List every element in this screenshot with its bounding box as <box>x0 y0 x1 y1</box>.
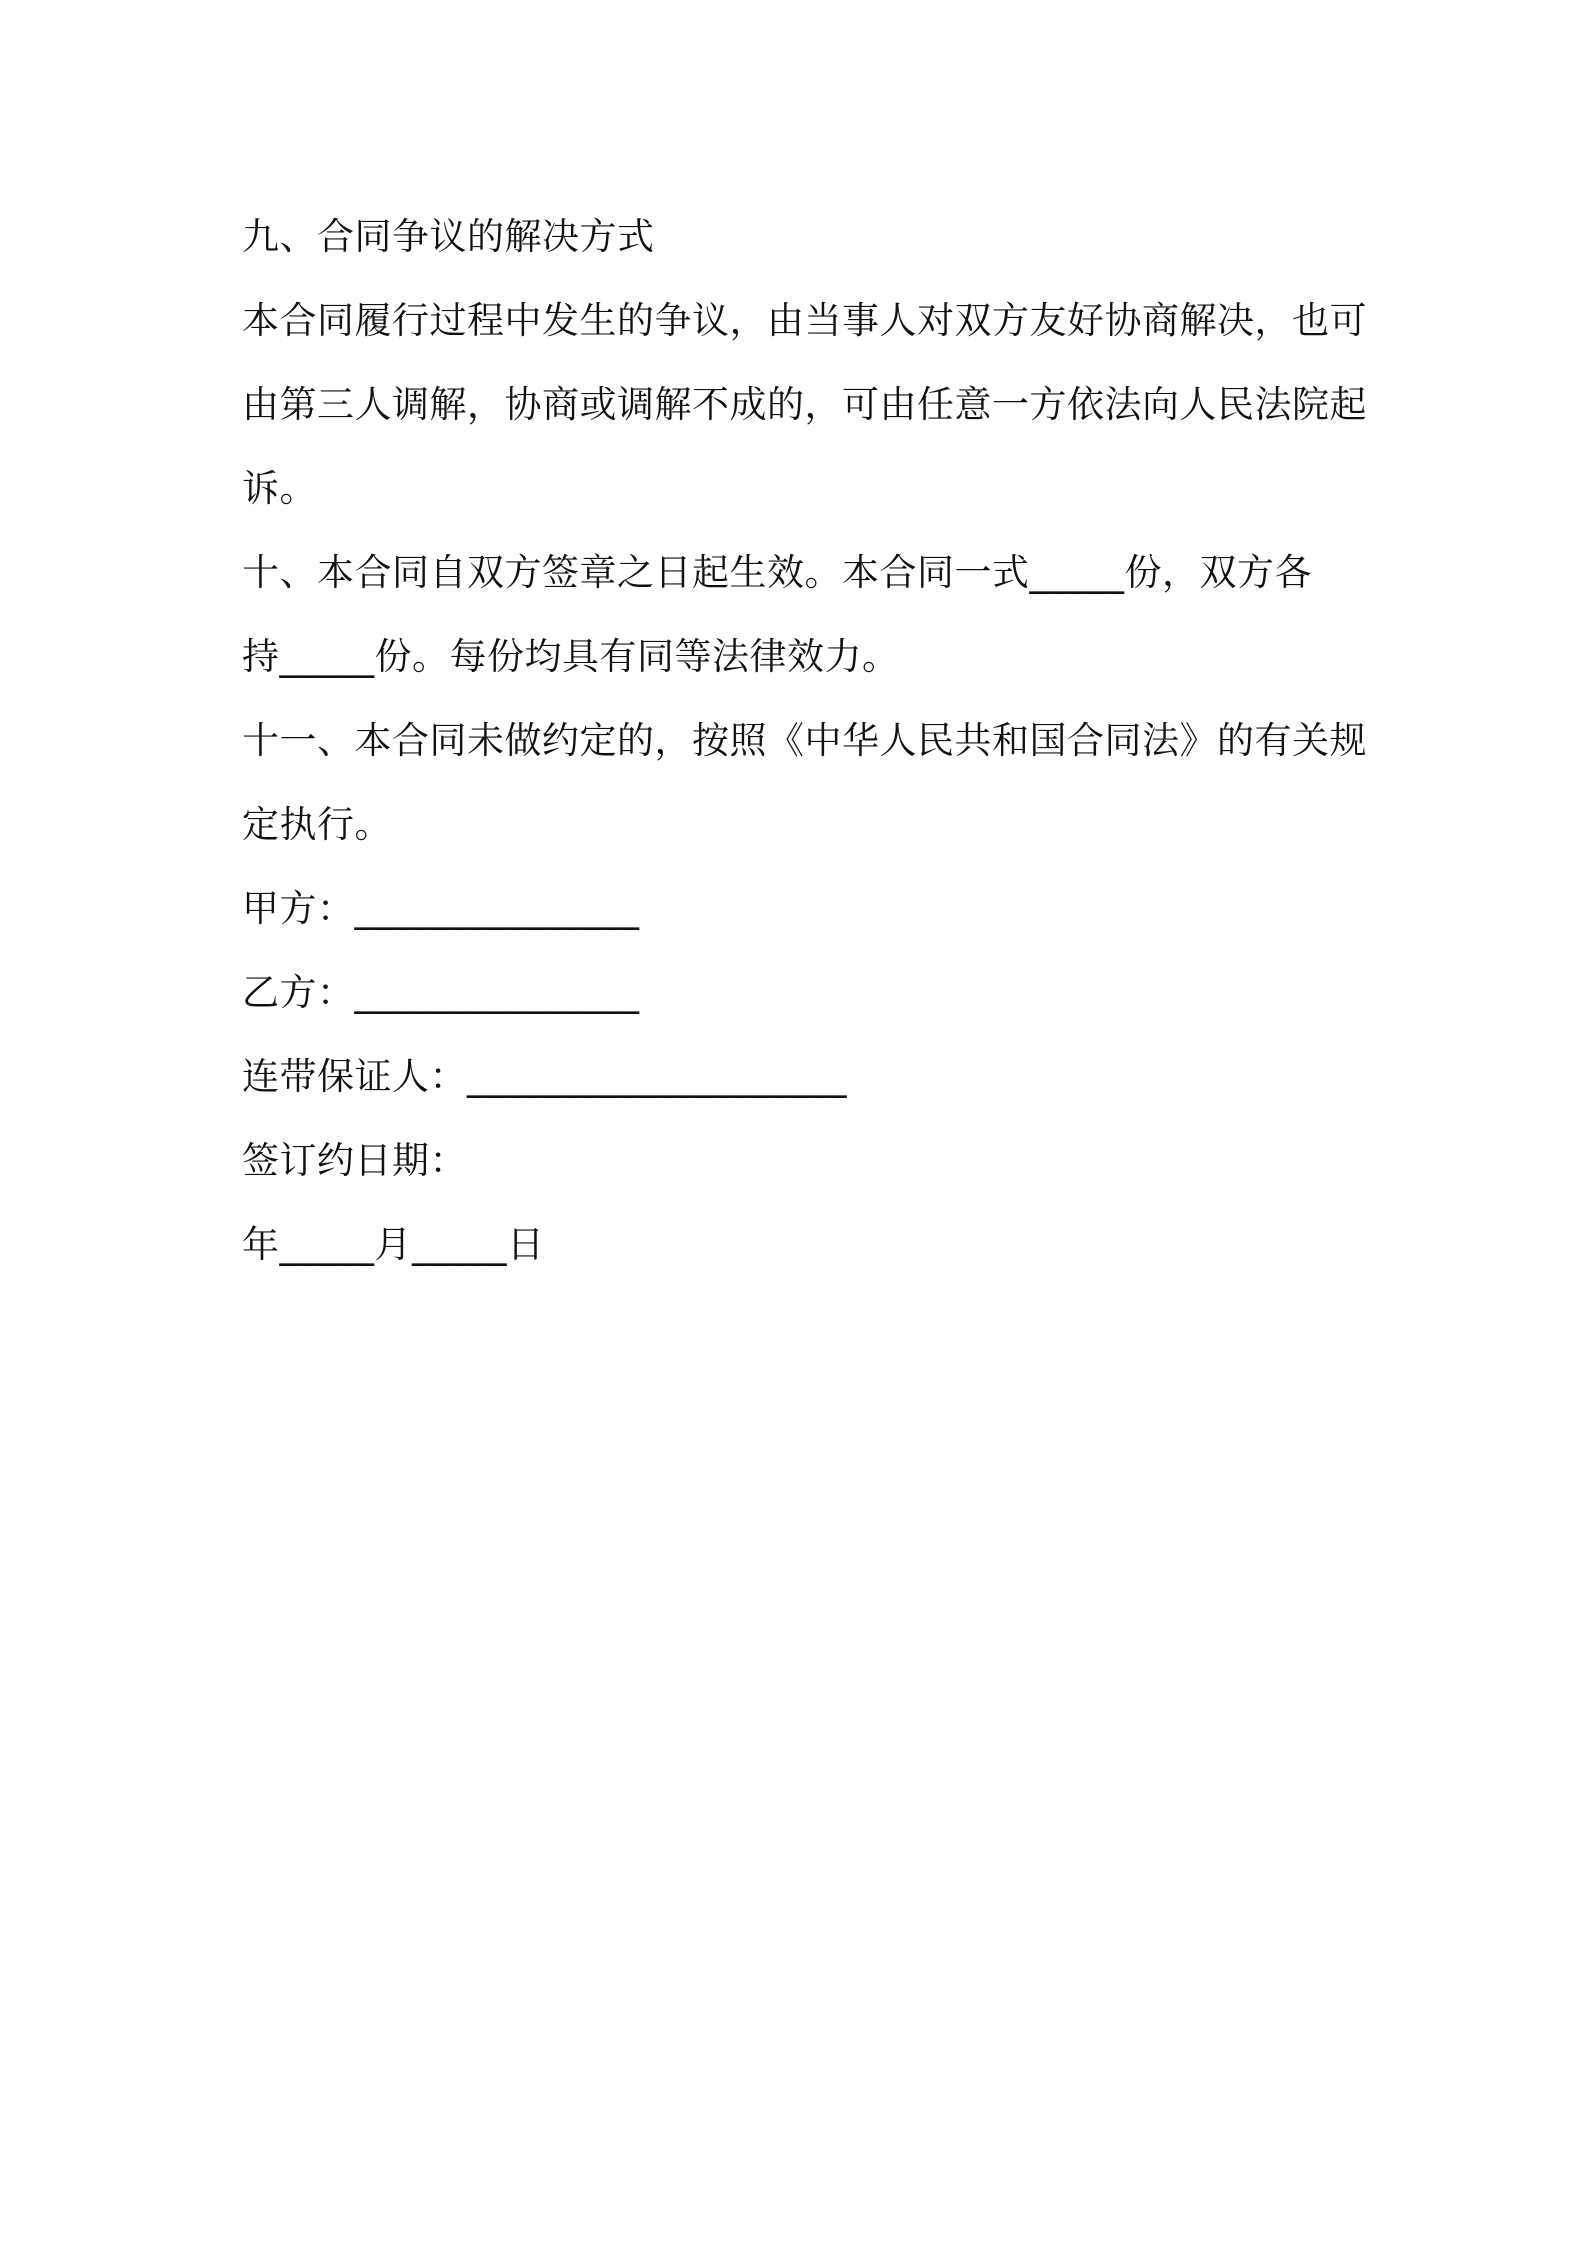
section-9-body-line-1: 本合同履行过程中发生的争议，由当事人对双方友好协商解决，也可 <box>242 299 1367 342</box>
sign-date-label: 签订约日期： <box>242 1139 467 1182</box>
section-11-line-1: 十一、本合同未做约定的，按照《中华人民共和国合同法》的有关规 <box>242 719 1367 762</box>
guarantor-signature-line: 连带保证人：____________________ <box>242 1055 847 1098</box>
date-line: 年_____月_____日 <box>242 1223 545 1266</box>
party-a-signature-line: 甲方：_______________ <box>242 887 640 930</box>
section-9-heading: 九、合同争议的解决方式 <box>242 215 655 258</box>
section-9-body-line-2: 由第三人调解，协商或调解不成的，可由任意一方依法向人民法院起 <box>242 383 1367 426</box>
party-b-signature-line: 乙方：_______________ <box>242 971 640 1014</box>
section-10-line-2: 持_____份。每份均具有同等法律效力。 <box>242 635 900 678</box>
document-body <box>242 195 1367 1287</box>
section-9-body-line-3: 诉。 <box>242 467 317 510</box>
section-11-line-2: 定执行。 <box>242 803 392 846</box>
section-10-line-1: 十、本合同自双方签章之日起生效。本合同一式_____份，双方各 <box>242 551 1312 594</box>
